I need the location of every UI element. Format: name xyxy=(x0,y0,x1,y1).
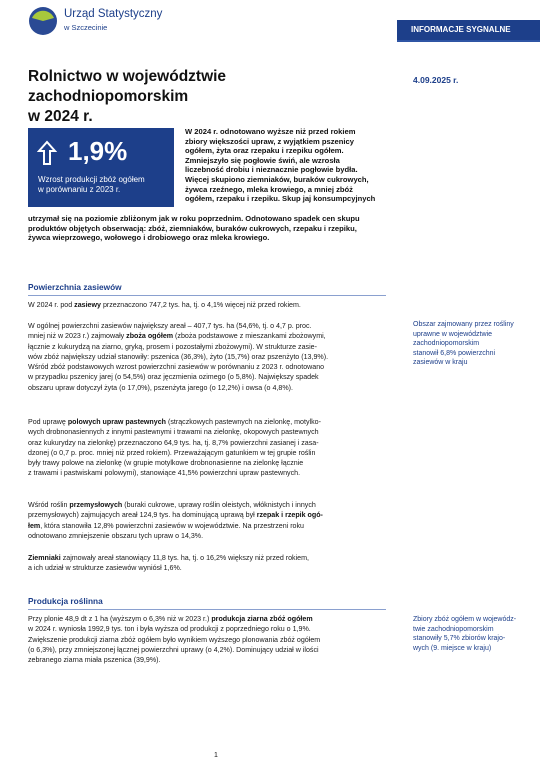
paragraph xyxy=(28,300,386,310)
text-line: W ogólnej powierzchni zasiewów największy areał – 407,7 tys. ha (54,6%, tj. o 4,7 p. proc. xyxy=(28,322,312,330)
header-divider xyxy=(397,40,540,42)
text-line: Przy plonie 48,9 dt z 1 ha (wyższym o 6,3% niż w 2023 r.) produkcja ziarna zbóż ogółem xyxy=(28,615,313,623)
emphasis: zboża ogółem xyxy=(126,332,174,341)
paragraph xyxy=(28,614,386,665)
side-note-line: Obszar zajmowany przez rośliny xyxy=(413,321,514,328)
side-note-line: stanowił 6,8% powierzchni xyxy=(413,349,496,357)
publication-type-label: INFORMACJE SYGNALNE xyxy=(397,20,540,40)
text-line: łem, która stanowiła 12,8% powierzchni zasiewów w województwie. Na przestrzeni roku xyxy=(28,521,304,530)
text-line: z trawami i pastwiskami polowymi), stanowiące 41,5% powierzchni upraw pastewnych. xyxy=(28,469,301,478)
publication-date: 4.09.2025 r. xyxy=(413,75,459,85)
text-line: wych drobnonasiennych z innymi pastewnymi i trawami na zielonkę, okopowych pastewnych xyxy=(28,428,319,437)
text-line: odnotowano zmniejszenie obszaru tych upraw o 14,3%. xyxy=(28,531,204,540)
paragraph xyxy=(28,417,386,479)
side-note-line: Zbiory zbóż ogółem w wojewódz- xyxy=(413,616,517,623)
emphasis: rzepak i rzepik ogó- xyxy=(256,511,323,520)
text-line: produktów objętych obserwacją: zbóż, ziemniaków, buraków cukrowych, rzepaku i rzepiku, xyxy=(28,223,357,233)
up-arrow-icon xyxy=(37,140,57,166)
emphasis: Ziemniaki xyxy=(28,554,61,562)
text-line: oraz kukurydzy na zielonkę) przeznaczono 64,9 tys. ha, tj. 8,7% powierzchni zasianej i zasa- xyxy=(28,438,319,447)
page-number: 1 xyxy=(214,752,218,759)
highlight-box xyxy=(28,128,174,207)
text-line: zebranego ziarna miała pszenica (39,9%). xyxy=(28,656,161,665)
emphasis: polowych upraw pastewnych xyxy=(67,418,166,426)
text-line: wów zbóż największy udział stanowiły: pszenica (36,3%), żyto (15,7%) oraz pszenżyto (13,9%). xyxy=(28,352,329,361)
emphasis: łem xyxy=(28,521,41,530)
section-divider xyxy=(28,295,386,296)
text-line: żywca rzeźnego, mleka krowiego, a mniej zbóż xyxy=(185,184,353,194)
text-line: ogółem, rzepaku i rzepiku. Skup jaj konsumpcyjnych xyxy=(185,194,376,204)
text-line: liczebność drobiu i nieznacznie pogłowie bydła. xyxy=(185,165,358,175)
text-line: w 2024 r. wyniosła 1992,9 tys. ton i była wyższa od produkcji z poprzedniego roku o 1,9%. xyxy=(28,625,311,634)
emphasis: zasiewy xyxy=(74,301,101,309)
gus-logo-icon xyxy=(28,6,58,36)
text-line: łącznie z kukurydzą na ziarno, gryką, prosem i pozostałymi zbożowymi). W strukturze zasie- xyxy=(28,342,317,351)
text-line: Pod uprawę polowych upraw pastewnych (strączkowych pastewnych na zielonkę, motylko- xyxy=(28,418,321,426)
page-title: Rolnictwo w województwie zachodniopomorskim w 2024 r. xyxy=(28,68,227,125)
text-line: dzonej (o 0,7 p. proc. mniej niż przed rokiem). Przeważającym gatunkiem w tej grupie roślin xyxy=(28,448,316,457)
text-line: (o 6,3%), przy zmniejszonej łącznej powierzchni uprawy (o 4,2%). Dominujący udział w ilości xyxy=(28,645,319,654)
text-line: zbiory większości upraw, z wyjątkiem pszenicy xyxy=(185,136,354,146)
text-line: a ich udział w strukturze zasiewów wyniósł 1,6%. xyxy=(28,564,182,573)
text-line: Wśród zbóż podstawowych wzrost powierzchni zasiewów w porównaniu z 2023 r. odnotowano xyxy=(28,363,325,372)
section-divider xyxy=(28,609,386,610)
side-note-crop-production xyxy=(413,615,531,653)
lead-paragraph xyxy=(185,127,385,204)
side-note-line: wych (9. miejsce w kraju) xyxy=(413,644,492,652)
section-heading-crop-production: Produkcja roślinna xyxy=(28,596,103,606)
text-line: przemysłowych) zajmujących areał 124,9 tys. ha dominującą uprawą był rzepak i rzepik ogó- xyxy=(28,511,323,520)
text-line: żywca wieprzowego, wołowego i drobiowego oraz mleka krowiego. xyxy=(28,233,270,243)
highlight-value: 1,9% xyxy=(68,136,128,166)
emphasis: przemysłowych xyxy=(69,501,123,509)
emphasis: produkcja ziarna zbóż ogółem xyxy=(211,615,313,623)
side-note-sown-area xyxy=(413,320,531,368)
text-line: utrzymał się na poziomie zbliżonym jak w roku poprzednim. Odnotowano spadek cen skupu xyxy=(28,214,360,223)
text-line: Ziemniaki zajmowały areał stanowiący 11,8 tys. ha, tj. o 16,2% większy niż przed rokiem, xyxy=(28,554,309,562)
text-line: ogółem, żyta oraz rzepaku i rzepiku ogółem. xyxy=(185,146,344,156)
text-line: W 2024 r. pod zasiewy przeznaczono 747,2 tys. ha, tj. o 4,1% więcej niż przed rokiem. xyxy=(28,301,301,309)
side-note-line: zachodniopomorskim xyxy=(413,340,480,348)
text-line: Zmniejszyło się pogłowie świń, ale wzrosła xyxy=(185,155,340,165)
side-note-line: twie zachodniopomorskim xyxy=(413,625,494,633)
paragraph xyxy=(28,553,386,574)
text-line: obszaru upraw dotyczył żyta (o 17,0%), pszenżyta jarego (o 12,2%) i owsa (o 4,8%). xyxy=(28,383,293,392)
side-note-line: uprawne w województwie xyxy=(413,330,492,338)
text-line: Wśród roślin przemysłowych (buraki cukrowe, uprawy roślin oleistych, włóknistych i innych xyxy=(28,501,316,509)
text-line: Więcej skupiono ziemniaków, buraków cukrowych, xyxy=(185,174,369,184)
text-line: były trawy polowe na zielonkę (w grupie motylkowe drobnonasienne na zielonkę łącznie xyxy=(28,459,304,468)
side-note-line: zasiewów w kraju xyxy=(413,359,468,367)
text-line: W 2024 r. odnotowano wyższe niż przed rokiem xyxy=(185,127,356,136)
text-line: Zwiększenie produkcji ziarna zbóż ogółem było wynikiem wyższego plonowania zbóż ogółem xyxy=(28,635,321,644)
text-line: w przypadku pszenicy jarej (o 54,5%) oraz jęczmienia ozimego (o 5,8%). Największy spadek xyxy=(28,373,319,382)
organization-name: Urząd Statystyczny w Szczecinie xyxy=(64,8,163,32)
lead-paragraph-continued xyxy=(28,214,386,243)
highlight-description: Wzrost produkcji zbóż ogółem w porównaniu z 2023 r. xyxy=(38,175,145,194)
text-line: mniej niż w 2023 r.) zajmowały zboża ogółem (zboża podstawowe z mieszankami zbożowymi, xyxy=(28,332,326,341)
side-note-line: stanowiły 5,7% zbiorów krajo- xyxy=(413,635,506,643)
paragraph xyxy=(28,321,386,393)
section-heading-sown-area: Powierzchnia zasiewów xyxy=(28,282,122,292)
paragraph xyxy=(28,500,386,541)
